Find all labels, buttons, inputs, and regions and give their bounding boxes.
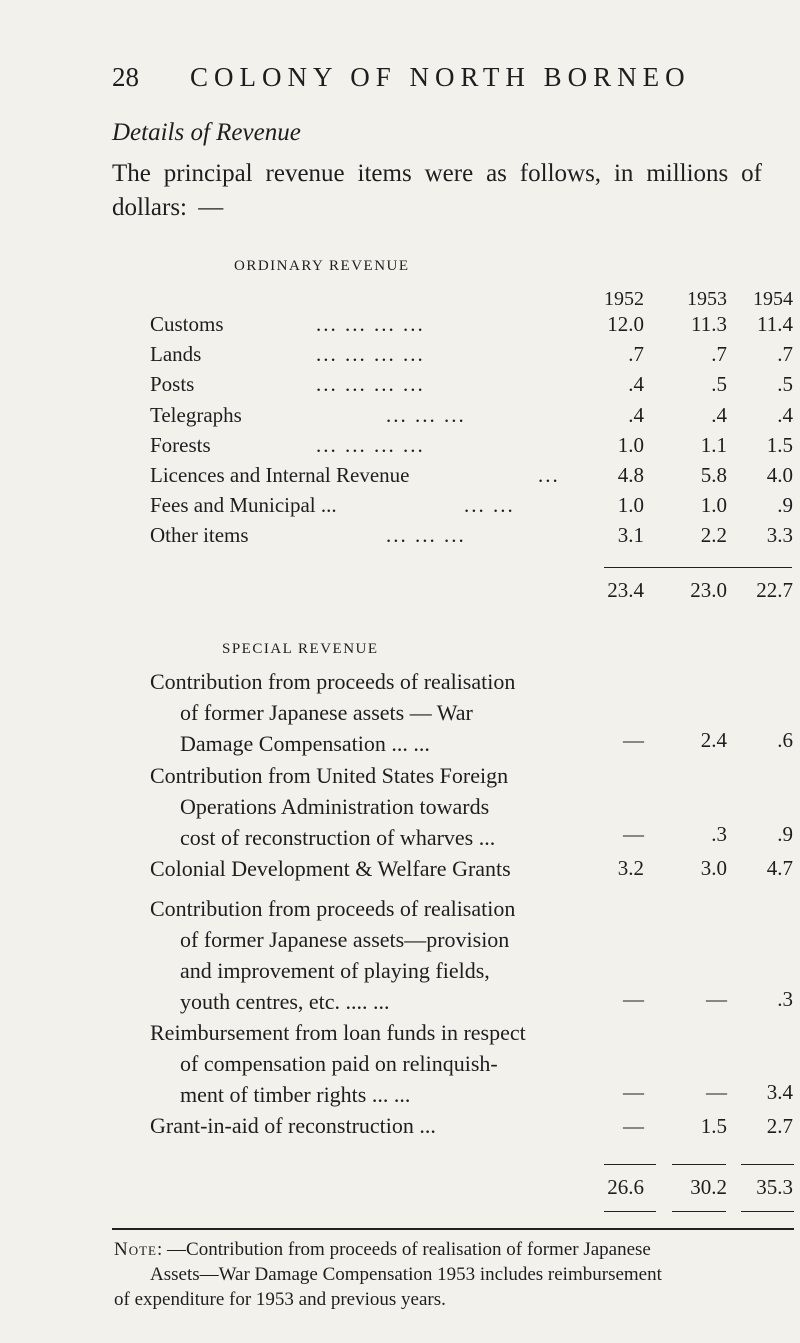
total-cell: 30.2 [690,1175,727,1199]
table-row-label: Telegraphs [150,403,242,427]
total-rule [741,1211,794,1212]
table-cell: .9 [777,493,793,517]
page-number: 28 [112,62,139,92]
table-cell: .4 [628,372,644,396]
table-cell: 5.8 [700,463,727,487]
table-row-label: Colonial Development & Welfare Grants [150,856,511,881]
total-cell: 35.3 [756,1175,793,1199]
leader-dots: ... ... ... ... [316,433,425,457]
table-cell: .5 [777,372,793,396]
table-cell: 1.5 [766,433,793,457]
table-cell: 3.4 [766,1080,793,1104]
total-cell: 23.4 [607,578,644,602]
table-cell: 4.7 [766,856,793,880]
leader-dots: ... ... ... ... [316,372,425,396]
year-header: 1953 [687,288,727,310]
table-row-label: Posts [150,372,195,396]
table-cell: 1.0 [617,433,644,457]
note-label: Note [114,1239,157,1260]
table-cell: 1.0 [617,493,644,517]
leader-dots: ... ... ... [386,403,466,427]
special-revenue-heading: SPECIAL REVENUE [222,641,379,657]
table-cell: 3.1 [617,523,644,547]
leader-dots: ... ... ... [386,523,466,547]
table-cell: 2.2 [700,523,727,547]
table-cell: — [623,1114,644,1138]
table-row-label: Contribution from proceeds of realisation of former Japanese assets — War Damage Compensation ... ... [150,669,516,756]
table-cell: 3.3 [766,523,793,547]
table-cell: 3.0 [700,856,727,880]
table-cell: — [623,1080,644,1104]
table-cell: .9 [777,822,793,846]
total-rule [741,1164,794,1165]
table-cell: 11.4 [757,312,793,336]
table-cell: 1.5 [700,1114,727,1138]
table-cell: — [623,987,644,1011]
table-row-label: Reimbursement from loan funds in respect of compensation paid on relinquish- ment of timber rights ... ... [150,1020,526,1107]
table-row-label: Licences and Internal Revenue [150,463,410,487]
table-cell: .4 [628,403,644,427]
table-cell: 11.3 [691,312,727,336]
total-cell: 22.7 [756,578,793,602]
table-cell: — [706,987,727,1011]
table-cell: 3.2 [617,856,644,880]
table-cell: 1.1 [700,433,727,457]
leader-dots: ... ... [464,493,515,517]
table-cell: .4 [711,403,727,427]
year-header: 1954 [753,288,793,310]
table-row-label: Other items [150,523,249,547]
total-rule [672,1164,726,1165]
leader-dots: ... [538,463,560,487]
total-rule [672,1211,726,1212]
table-row-label: Fees and Municipal ... [150,493,337,517]
table-cell: .3 [711,822,727,846]
table-cell: 4.8 [617,463,644,487]
table-cell: 2.7 [766,1114,793,1138]
table-cell: 1.0 [700,493,727,517]
table-cell: — [623,822,644,846]
year-header: 1952 [604,288,644,310]
running-header [112,62,691,93]
section-heading: Details of Revenue [112,119,301,146]
table-row-label: Forests [150,433,211,457]
table-cell: .7 [628,342,644,366]
table-cell: 2.4 [700,728,727,752]
table-row-label: Lands [150,342,202,366]
table-row-label: Grant-in-aid of reconstruction ... [150,1113,436,1138]
ordinary-revenue-heading: ORDINARY REVENUE [234,258,410,274]
table-row-label: Customs [150,312,224,336]
leader-dots: ... ... ... ... [316,312,425,336]
table-row-label: Contribution from proceeds of realisation of former Japanese assets—provision and improvement of playing fields, youth centres, etc. .... ... [150,896,516,1014]
table-cell: 12.0 [607,312,644,336]
table-cell: .6 [777,728,793,752]
table-cell: .7 [711,342,727,366]
total-rule [604,567,792,568]
note-separator [112,1228,794,1230]
total-cell: 23.0 [690,578,727,602]
table-cell: — [623,728,644,752]
intro-paragraph: The principal revenue items were as follows, in millions of dollars: — [112,160,762,221]
leader-dots: ... ... ... ... [316,342,425,366]
table-cell: .3 [777,987,793,1011]
total-rule [604,1211,656,1212]
table-cell: .4 [777,403,793,427]
running-title: COLONY OF NORTH BORNEO [190,62,691,92]
total-rule [604,1164,656,1165]
total-cell: 26.6 [607,1175,644,1199]
table-cell: — [706,1080,727,1104]
table-row-label: Contribution from United States Foreign Operations Administration towards cost of reconstruction of wharves ... [150,763,509,850]
table-cell: .7 [777,342,793,366]
footnote: Note: —Contribution from proceeds of realisation of former Japanese Assets—War Damage Compensation 1953 includes reimbursement of expenditure for 1953 and previous years. [114,1239,662,1310]
table-cell: .5 [711,372,727,396]
table-cell: 4.0 [766,463,793,487]
